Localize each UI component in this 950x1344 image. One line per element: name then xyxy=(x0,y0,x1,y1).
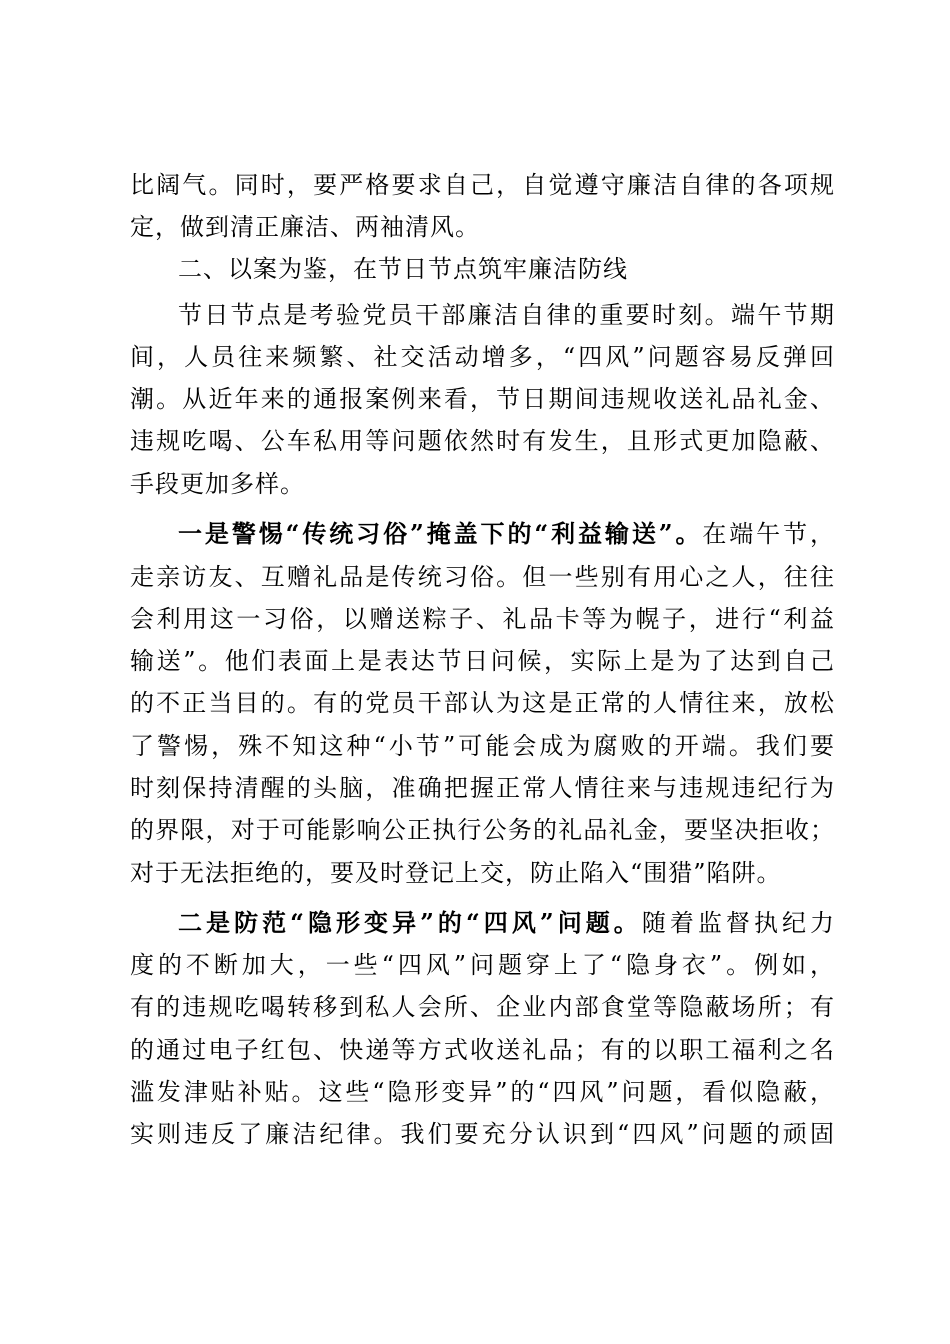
text-line: 输送”。他们表面上是表达节日问候，实际上是为了达到自己 xyxy=(130,647,835,675)
paragraph-lead-line xyxy=(178,902,835,944)
text-line: 实则违反了廉洁纪律。我们要充分认识到“四风”问题的顽固 xyxy=(130,1120,835,1148)
bold-lead-text: 一是警惕“传统习俗”掩盖下的“利益输送”。 xyxy=(178,519,703,548)
text-line: 的不正当目的。有的党员干部认为这是正常的人情往来，放松 xyxy=(130,689,835,717)
text-line: 的界限，对于可能影响公正执行公务的礼品礼金，要坚决拒收； xyxy=(130,816,835,844)
lead-rest-text: 在端午节， xyxy=(702,520,836,548)
text-line: 会利用这一习俗，以赠送粽子、礼品卡等为幌子，进行“利益 xyxy=(130,605,835,633)
text-line: 时刻保持清醒的头脑，准确把握正常人情往来与违规违纪行为 xyxy=(130,774,835,802)
text-line: 比阔气。同时，要严格要求自己，自觉遵守廉洁自律的各项规 xyxy=(130,171,835,199)
lead-rest-text: 随着监督执纪力 xyxy=(641,909,836,937)
text-line: 度的不断加大，一些“四风”问题穿上了“隐身衣”。例如， xyxy=(130,951,835,979)
bold-lead-text: 二是防范“隐形变异”的“四风”问题。 xyxy=(178,908,642,937)
text-line: 潮。从近年来的通报案例来看，节日期间违规收送礼品礼金、 xyxy=(130,385,835,413)
text-line: 走亲访友、互赠礼品是传统习俗。但一些别有用心之人，往往 xyxy=(130,563,835,591)
text-line: 有的违规吃喝转移到私人会所、企业内部食堂等隐蔽场所；有 xyxy=(130,993,835,1021)
text-line: 节日节点是考验党员干部廉洁自律的重要时刻。端午节期 xyxy=(178,301,835,329)
text-line: 对于无法拒绝的，要及时登记上交，防止陷入“围猎”陷阱。 xyxy=(130,859,782,887)
text-line: 违规吃喝、公车私用等问题依然时有发生，且形式更加隐蔽、 xyxy=(130,427,835,455)
text-line: 的通过电子红包、快递等方式收送礼品；有的以职工福利之名 xyxy=(130,1036,835,1064)
text-line: 定，做到清正廉洁、两袖清风。 xyxy=(130,213,480,241)
text-line: 滥发津贴补贴。这些“隐形变异”的“四风”问题，看似隐蔽， xyxy=(130,1078,835,1106)
text-line: 了警惕，殊不知这种“小节”可能会成为腐败的开端。我们要 xyxy=(130,732,835,760)
text-line: 间，人员往来频繁、社交活动增多，“四风”问题容易反弹回 xyxy=(130,343,835,371)
text-line: 手段更加多样。 xyxy=(130,470,305,498)
section-heading: 二、以案为鉴，在节日节点筑牢廉洁防线 xyxy=(178,255,628,283)
paragraph-lead-line xyxy=(178,513,835,555)
